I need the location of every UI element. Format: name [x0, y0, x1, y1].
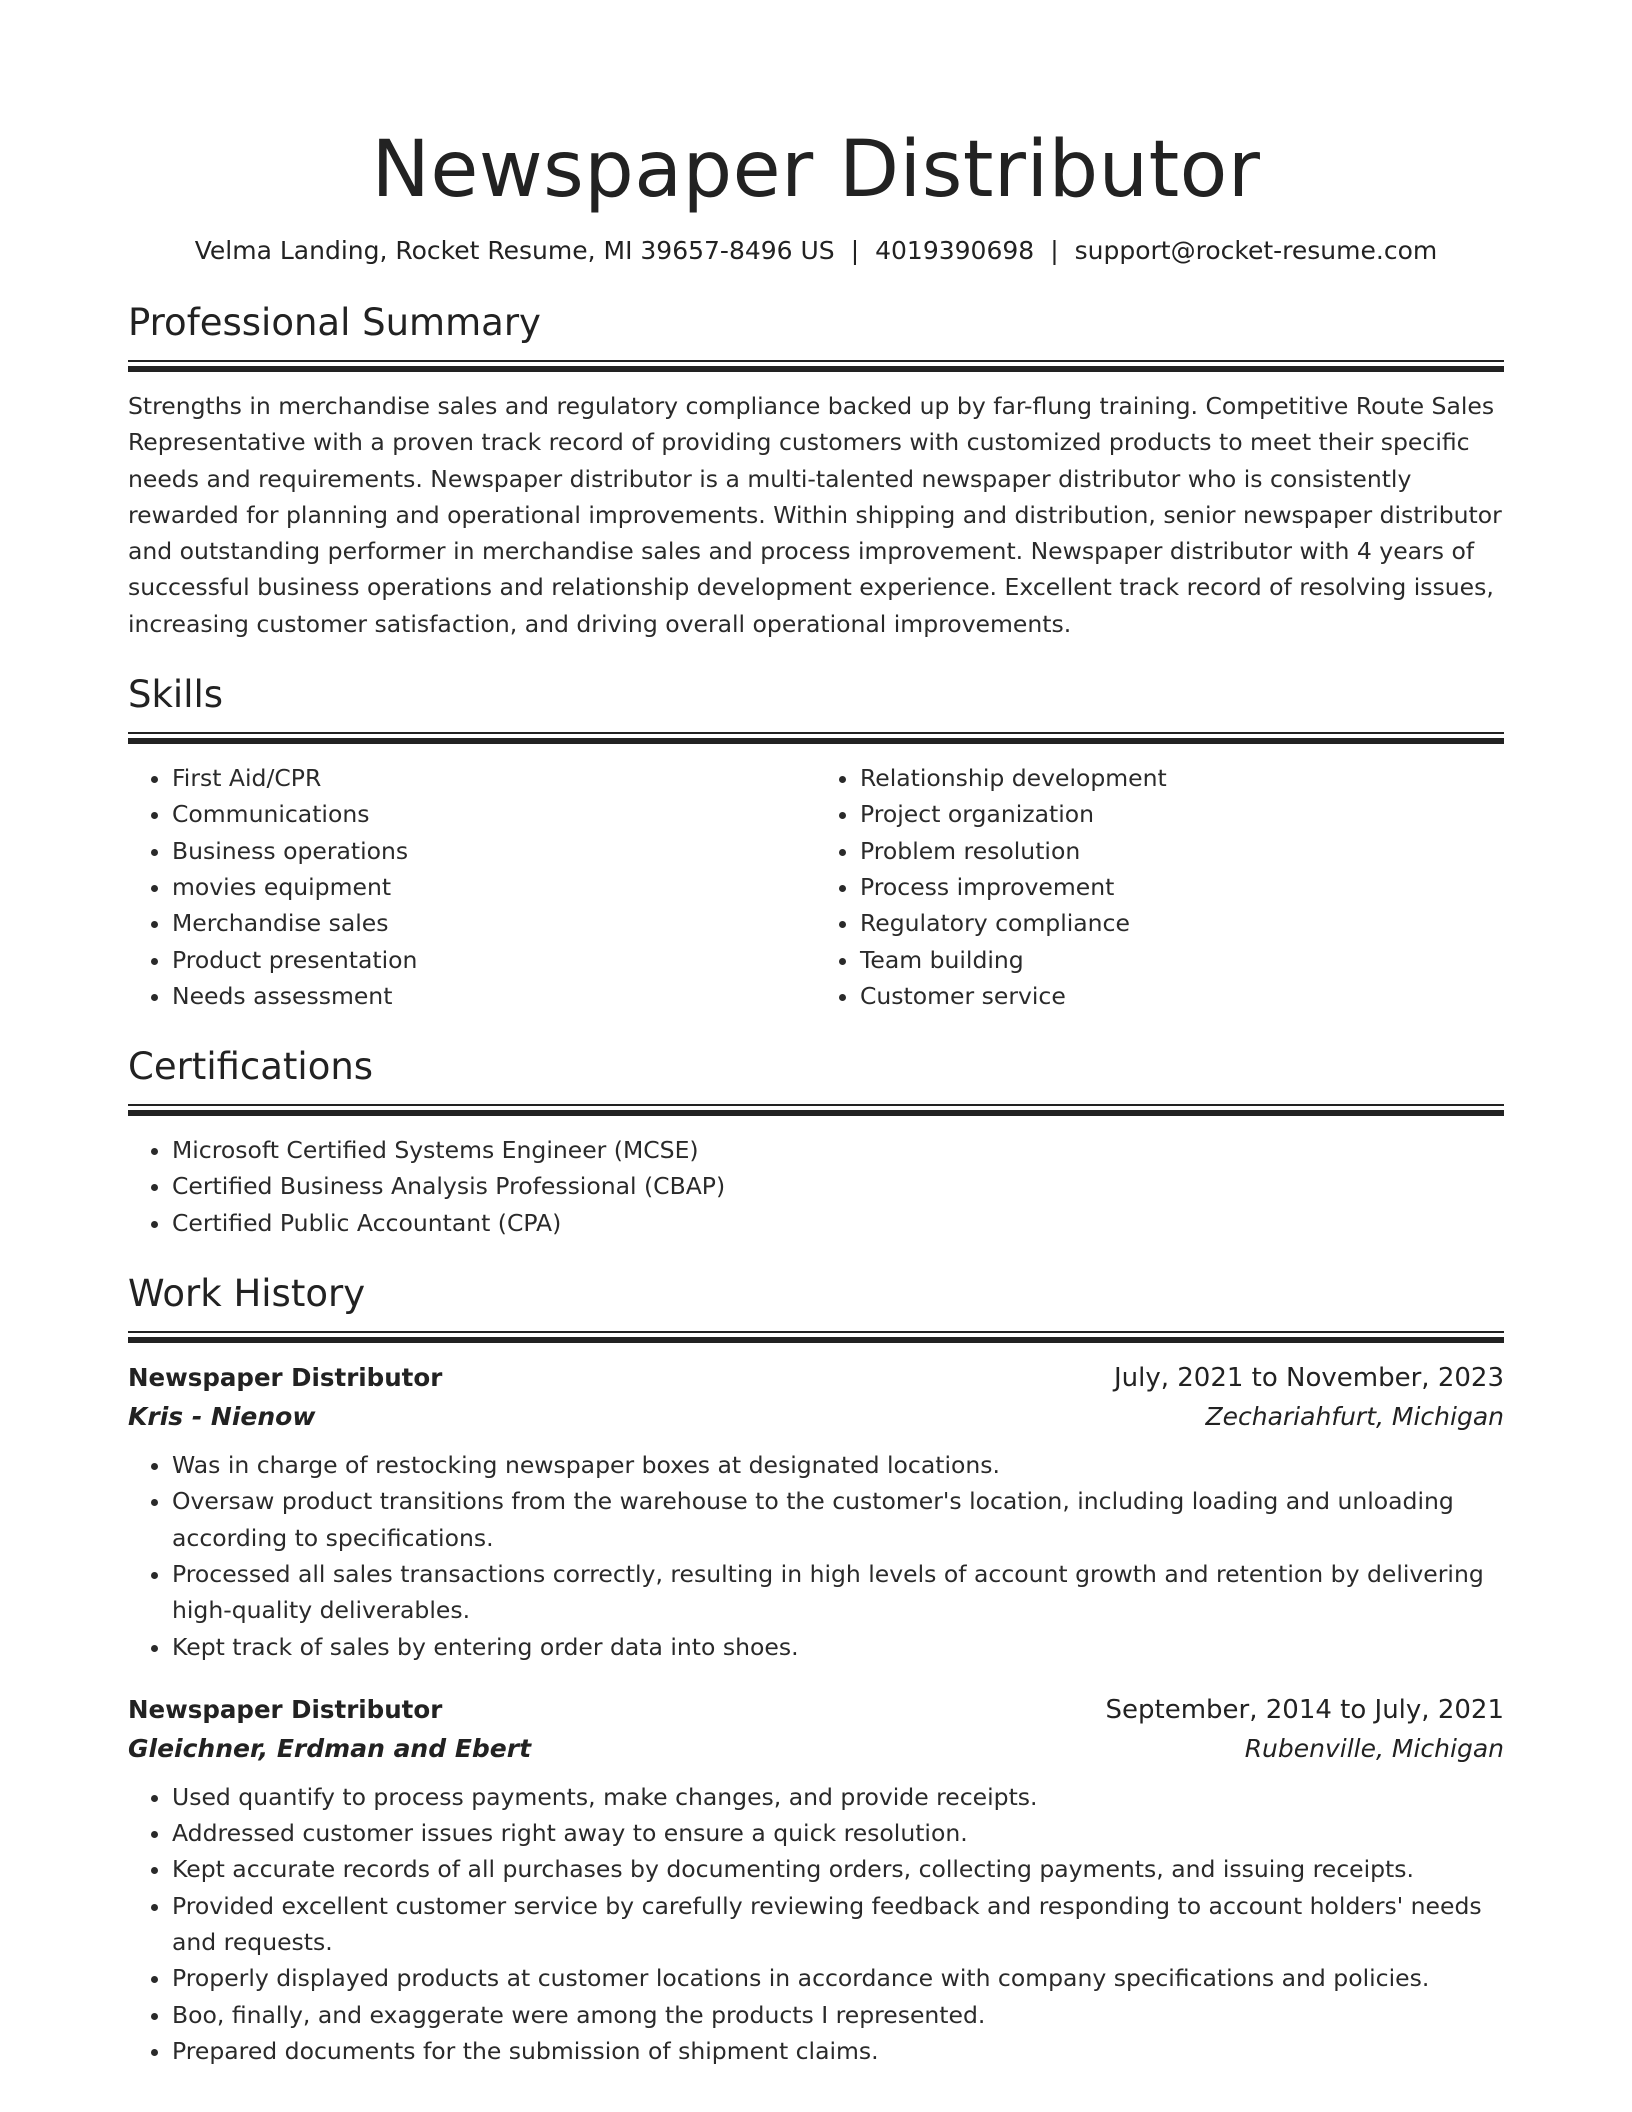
job-company-row [128, 1729, 1504, 1769]
job-bullet: • Kept accurate records of all purchases by documenting orders, collecting payments, and issuing receipts. [172, 1851, 1504, 1887]
skill-item: • Team building [860, 942, 1504, 978]
skills-list-right [816, 760, 1504, 1014]
contact-email: support@rocket-resume.com [1074, 236, 1438, 265]
job-bullet: • Kept track of sales by entering order data into shoes. [172, 1629, 1504, 1665]
job-bullet: • Addressed customer issues right away to ensure a quick resolution. [172, 1815, 1504, 1851]
job-bullets [128, 1779, 1504, 2069]
skills-section [128, 670, 1504, 1014]
job-entry [128, 1359, 1504, 1665]
section-divider [128, 360, 1504, 372]
job-bullet: • Processed all sales transactions correctly, resulting in high levels of account growth and retention by delivering high-quality deliverables. [172, 1556, 1504, 1629]
skill-item: • Problem resolution [860, 833, 1504, 869]
skill-item: • Relationship development [860, 760, 1504, 796]
job-location: Rubenville, Michigan [1244, 1733, 1504, 1763]
contact-address: Velma Landing, Rocket Resume, MI 39657-8496 US [194, 236, 835, 265]
job-company: Kris - Nienow [128, 1402, 316, 1432]
job-dates: September, 2014 to July, 2021 [1105, 1694, 1504, 1725]
certifications-list [128, 1132, 1504, 1241]
skill-item: • Process improvement [860, 869, 1504, 905]
skill-item: • Communications [172, 796, 816, 832]
skills-grid [128, 760, 1504, 1014]
skill-item: • Needs assessment [172, 978, 816, 1014]
job-bullet: • Oversaw product transitions from the warehouse to the customer's location, including loading and unloading according to specifications. [172, 1483, 1504, 1556]
job-header-row [128, 1691, 1504, 1729]
skills-column-right [816, 760, 1504, 1014]
contact-phone: 4019390698 [875, 236, 1035, 265]
section-divider [128, 1104, 1504, 1116]
job-dates: July, 2021 to November, 2023 [1113, 1363, 1504, 1394]
certification-item: • Certified Public Accountant (CPA) [172, 1205, 1504, 1241]
skill-item: • movies equipment [172, 869, 816, 905]
skill-item: • First Aid/CPR [172, 760, 816, 796]
summary-section [128, 298, 1504, 642]
job-location: Zechariahfurt, Michigan [1205, 1402, 1504, 1432]
section-divider [128, 732, 1504, 744]
skills-list-left [128, 760, 816, 1014]
job-title: Newspaper Distributor [128, 1363, 443, 1393]
certification-item: • Certified Business Analysis Professional (CBAP) [172, 1168, 1504, 1204]
skill-item: • Project organization [860, 796, 1504, 832]
job-bullet: • Boo, finally, and exaggerate were among the products I represented. [172, 1997, 1504, 2033]
skill-item: • Regulatory compliance [860, 905, 1504, 941]
job-company-row [128, 1397, 1504, 1437]
contact-line [128, 232, 1504, 270]
work-history-section [128, 1269, 1504, 2069]
summary-text: Strengths in merchandise sales and regulatory compliance backed up by far-flung training. Competitive Route Sales Representative with a proven track record of providing customers with customized products to meet their specific needs and requirements. Newspaper distributor is a multi-talented newspaper distributor who is consistently rewarded for planning and operational improvements. Within shipping and distribution, senior newspaper distributor and outstanding performer in merchandise sales and process improvement. Newspaper distributor with 4 years of successful business operations and relationship development experience. Excellent track record of resolving issues, increasing customer satisfaction, and driving overall operational improvements. [128, 392, 1502, 638]
job-bullet: • Prepared documents for the submission of shipment claims. [172, 2033, 1504, 2069]
skill-item: • Business operations [172, 833, 816, 869]
skills-column-left [128, 760, 816, 1014]
job-bullet: • Provided excellent customer service by carefully reviewing feedback and responding to account holders' needs and requests. [172, 1888, 1504, 1961]
job-bullet: • Used quantify to process payments, make changes, and provide receipts. [172, 1779, 1504, 1815]
certification-item: • Microsoft Certified Systems Engineer (MCSE) [172, 1132, 1504, 1168]
job-header-row [128, 1359, 1504, 1397]
section-title-summary: Professional Summary [128, 301, 541, 344]
contact-separator: | [850, 236, 860, 265]
job-bullet: • Was in charge of restocking newspaper boxes at designated locations. [172, 1447, 1504, 1483]
job-title: Newspaper Distributor [128, 1694, 443, 1724]
section-divider [128, 1331, 1504, 1343]
resume-page [128, 118, 1504, 2095]
skill-item: • Product presentation [172, 942, 816, 978]
section-title-skills: Skills [128, 673, 224, 717]
job-bullet: • Properly displayed products at customer locations in accordance with company specifications and policies. [172, 1960, 1504, 1996]
section-title-certifications: Certifications [128, 1045, 374, 1089]
candidate-name: Newspaper Distributor [371, 125, 1261, 215]
certifications-section [128, 1042, 1504, 1241]
contact-separator: | [1050, 236, 1059, 265]
job-company: Gleichner, Erdman and Ebert [128, 1733, 532, 1763]
skill-item: • Customer service [860, 978, 1504, 1014]
job-entry [128, 1691, 1504, 2069]
skill-item: • Merchandise sales [172, 905, 816, 941]
job-bullets [128, 1447, 1504, 1665]
section-title-work-history: Work History [128, 1272, 366, 1316]
